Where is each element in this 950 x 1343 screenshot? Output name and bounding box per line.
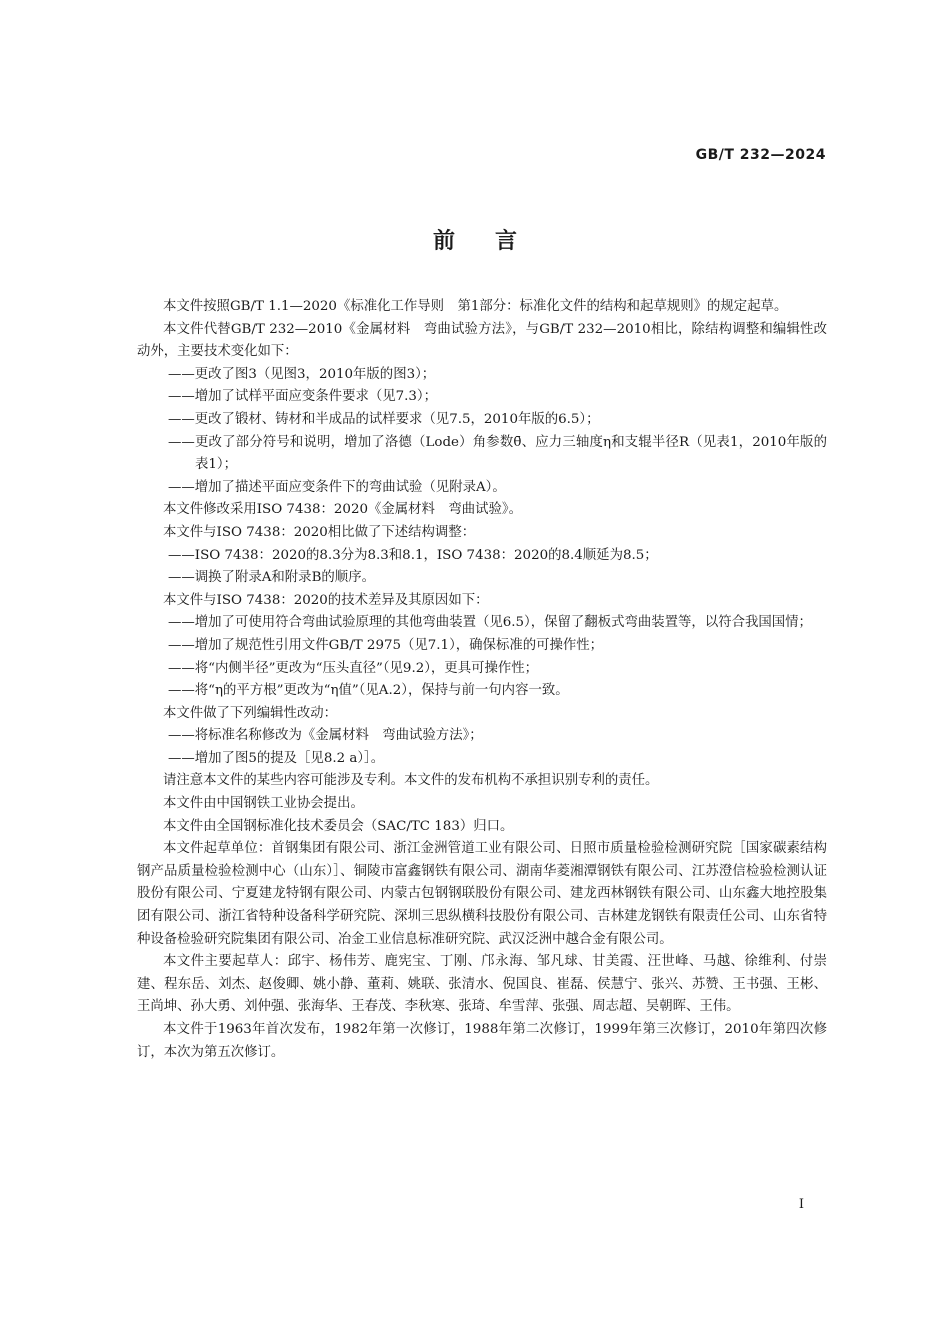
paragraph: 本文件与ISO 7438：2020相比做了下述结构调整： — [163, 524, 476, 540]
page-number: I — [798, 1197, 804, 1212]
paragraph: 本文件代替GB/T 232—2010《金属材料 弯曲试验方法》，与GB/T 232—2010相比，除结构调整和编辑性改动外，主要技术变化如下： — [137, 321, 827, 360]
list-item: ——将“内侧半径”更改为“压头直径”（见9.2），更具可操作性； — [168, 660, 539, 676]
list-item: ——增加了描述平面应变条件下的弯曲试验（见附录A）。 — [168, 479, 506, 495]
paragraph: 本文件与ISO 7438：2020的技术差异及其原因如下： — [163, 592, 489, 608]
document-body — [137, 296, 827, 1064]
list-item: ——调换了附录A和附录B的顺序。 — [168, 570, 375, 586]
list-item: ——增加了规范性引用文件GB/T 2975（见7.1），确保标准的可操作性； — [168, 637, 604, 653]
paragraph: 本文件由全国钢标准化技术委员会（SAC/TC 183）归口。 — [163, 818, 514, 834]
paragraph: 本文件修改采用ISO 7438：2020《金属材料 弯曲试验》。 — [163, 502, 522, 518]
paragraph: 本文件按照GB/T 1.1—2020《标准化工作导则 第1部分：标准化文件的结构和起草规则》的规定起草。 — [163, 299, 788, 314]
list-item: ——增加了图5的提及［见8.2 a）］。 — [168, 750, 385, 766]
paragraph: 请注意本文件的某些内容可能涉及专利。本文件的发布机构不承担识别专利的责任。 — [163, 773, 659, 789]
standard-code: GB/T 232—2024 — [695, 147, 826, 163]
paragraph: 本文件于1963年首次发布，1982年第一次修订，1988年第二次修订，1999年第三次修订，2010年第四次修订，本次为第五次修订。 — [137, 1022, 827, 1060]
paragraph: 本文件起草单位：首钢集团有限公司、浙江金洲管道工业有限公司、日照市质量检验检测研究院［国家碳素结构钢产品质量检验检测中心（山东）］、铜陵市富鑫钢铁有限公司、湖南华菱湘潭钢铁有限公司、江苏澄信检验检测认证股份有限公司、宁夏建龙特钢有限公司、内蒙古包钢钢联股份有限公司、建龙西林钢铁有限公司、山东鑫大地控股集团有限公司、浙江省特种设备科学研究院、深圳三思纵横科技股份有限公司、吉林建龙钢铁有限责任公司、山东省特种设备检验研究院集团有限公司、冶金工业信息标准研究院、武汉泛洲中越合金有限公司。 — [137, 841, 827, 947]
list-item: ——增加了试样平面应变条件要求（见7.3）； — [168, 389, 438, 405]
paragraph: 本文件由中国钢铁工业协会提出。 — [163, 796, 364, 812]
list-item: ——更改了部分符号和说明，增加了洛德（Lode）角参数θ̄、应力三轴度η和支辊半径R（见表1，2010年版的表1）； — [168, 434, 827, 473]
list-item: ——更改了图3（见图3，2010年版的图3）； — [168, 366, 436, 382]
list-item: ——更改了锻材、铸材和半成品的试样要求（见7.5，2010年版的6.5）； — [168, 411, 600, 427]
paragraph: 本文件主要起草人：邱宇、杨伟芳、鹿宪宝、丁刚、邝永海、邹凡球、甘美霞、汪世峰、马越、徐维利、付崇建、程东岳、刘杰、赵俊卿、姚小静、董莉、姚联、张清水、倪国良、崔磊、侯慧宁、张兴、苏赞、王书强、王彬、王尚坤、孙大勇、刘仲强、张海华、王春茂、李秋寒、张琦、牟雪萍、张强、周志超、吴朝晖、王伟。 — [137, 954, 827, 1015]
page-title: 前言 — [432, 229, 557, 254]
list-item: ——ISO 7438：2020的8.3分为8.3和8.1，ISO 7438：2020的8.4顺延为8.5； — [168, 547, 658, 563]
list-item: ——将“η的平方根”更改为“η值”（见A.2），保持与前一句内容一致。 — [168, 683, 569, 699]
list-item: ——将标准名称修改为《金属材料 弯曲试验方法》； — [168, 728, 483, 744]
paragraph: 本文件做了下列编辑性改动： — [163, 705, 338, 721]
list-item: ——增加了可使用符合弯曲试验原理的其他弯曲装置（见6.5），保留了翻板式弯曲装置等，以符合我国国情； — [168, 615, 812, 631]
